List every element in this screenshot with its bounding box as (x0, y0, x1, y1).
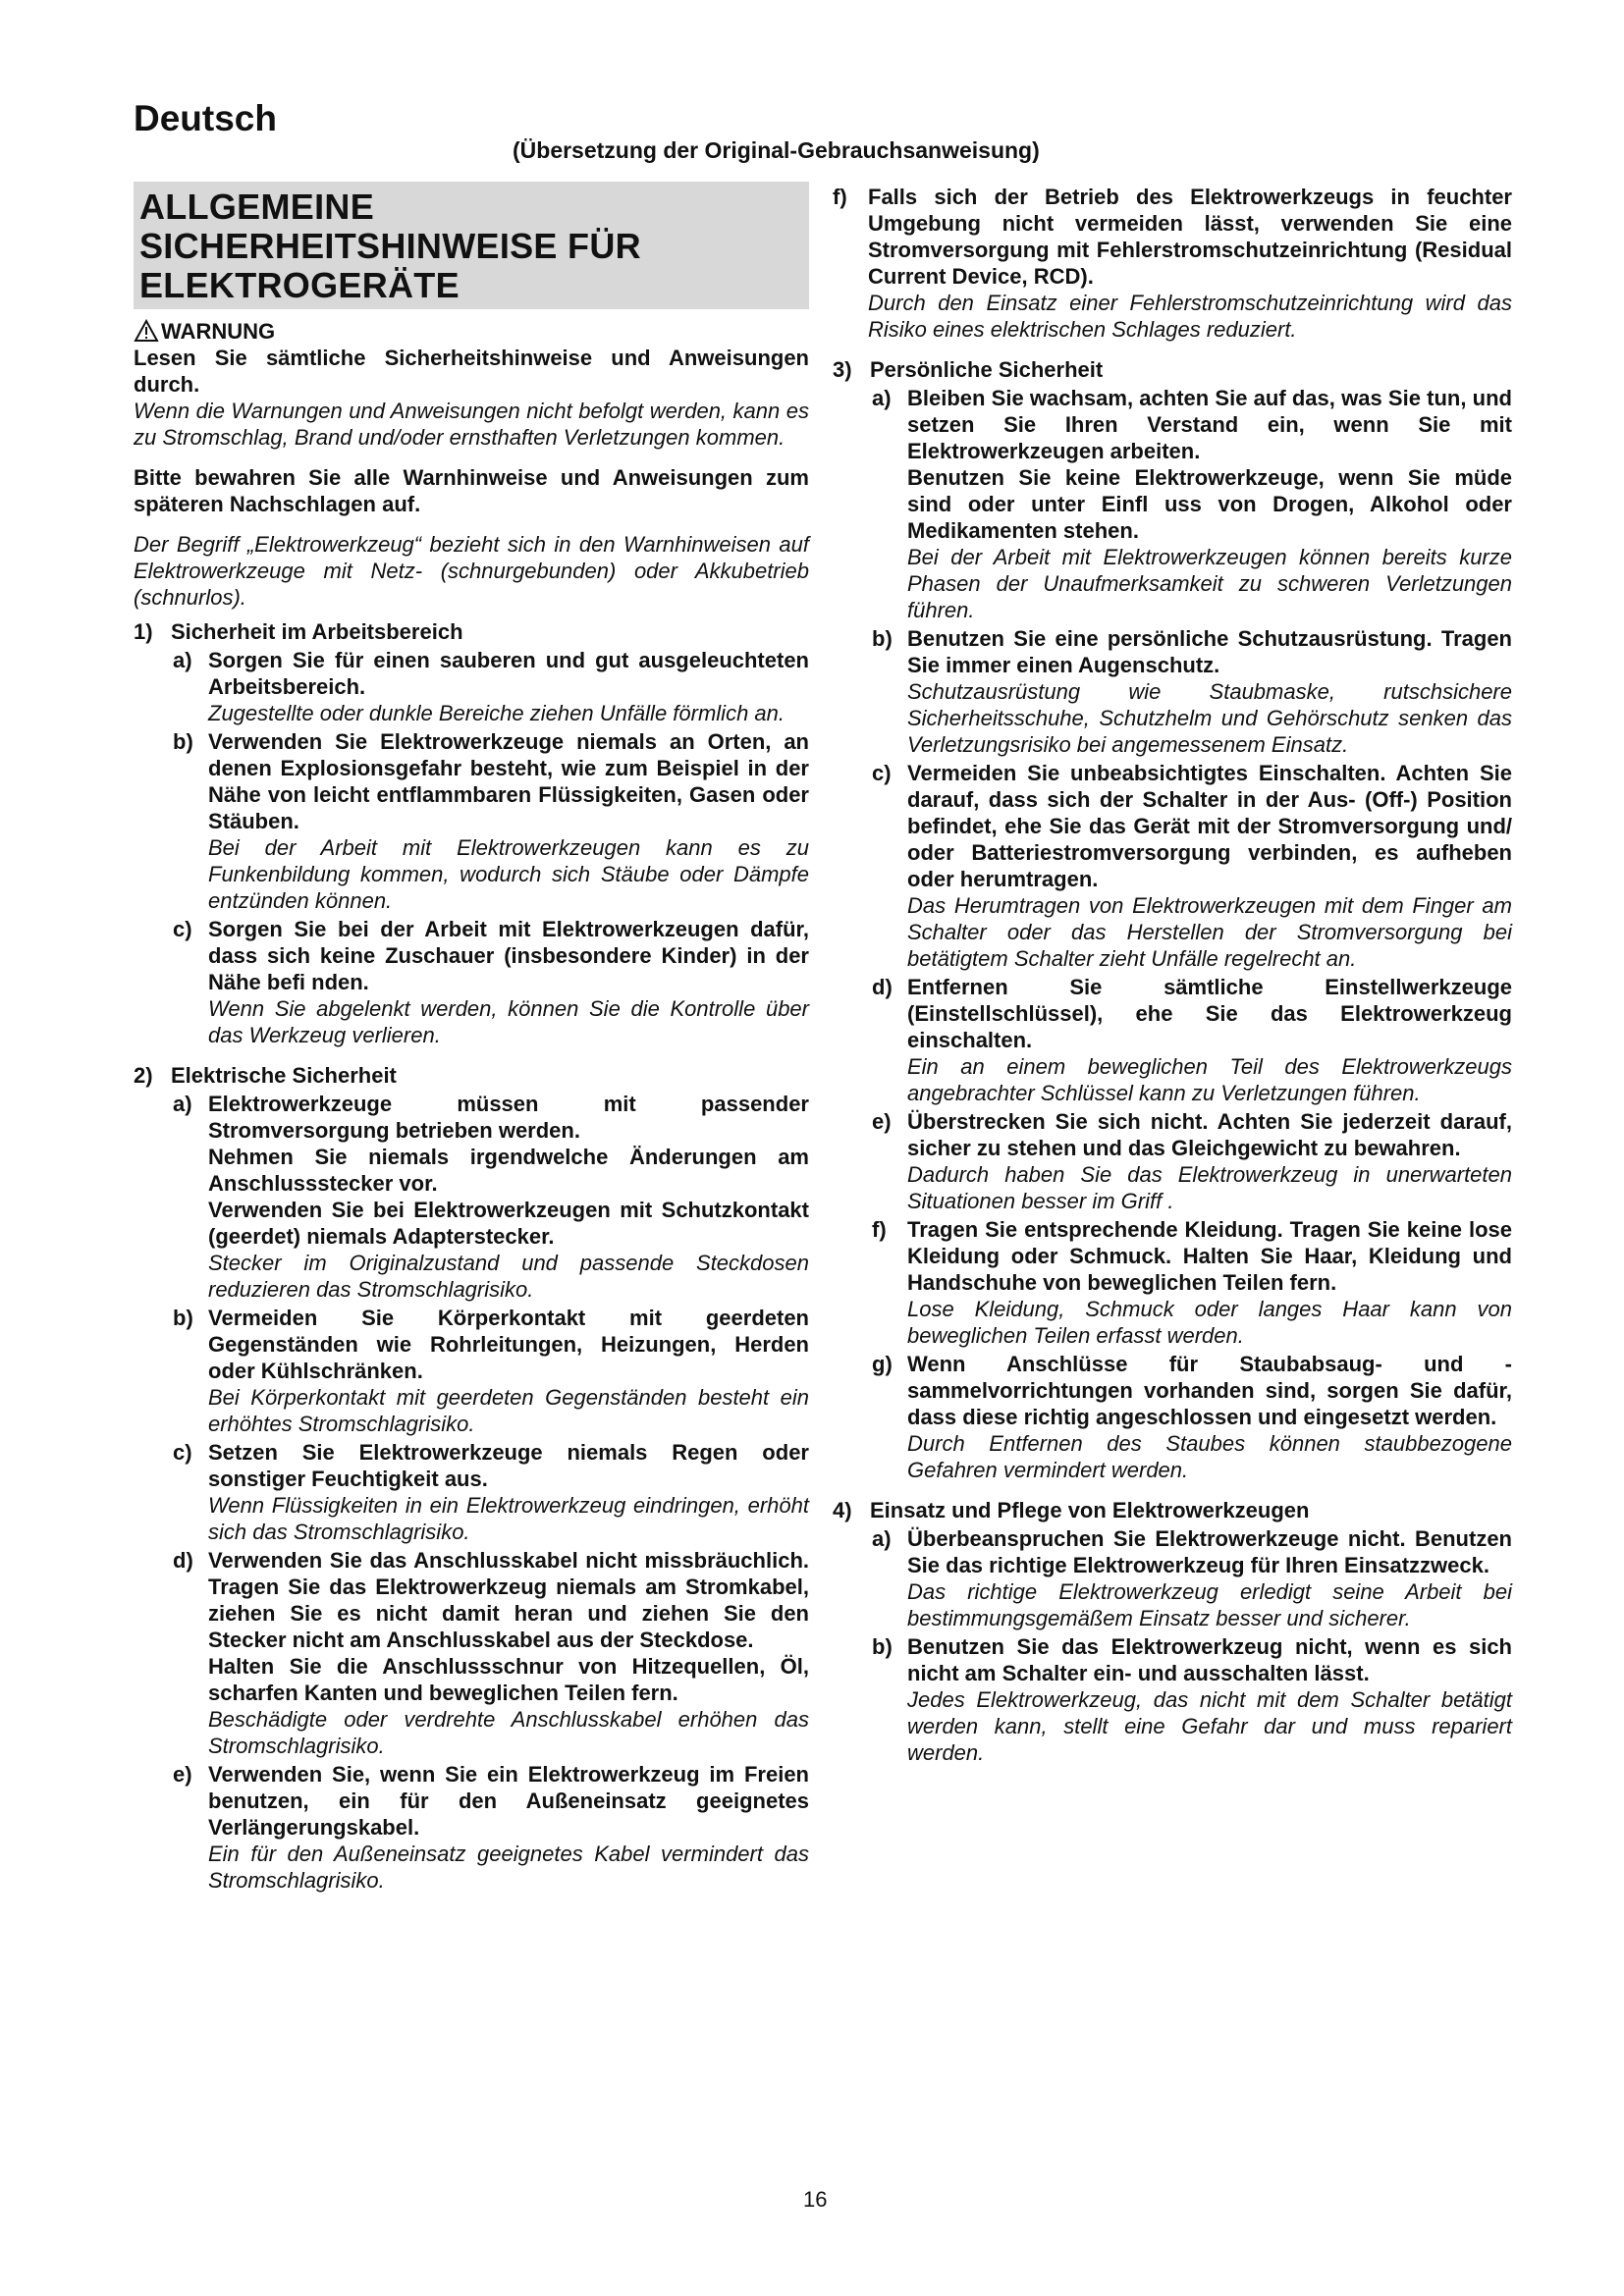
list-item: b) Benutzen Sie eine persönliche Schutzausrüstung. Tragen Sie immer einen Augenschutz. Schutzausrüstung wie Staubmaske, rutschsichere Sicherheitsschuhe, Schutzhelm und Gehörschutz senken das Verletzungsrisiko bei angemessenem Einsatz. (872, 626, 1512, 757)
list-item: a) Überbeanspruchen Sie Elektrowerkzeuge nicht. Benutzen Sie das richtige Elektrowerkzeug für Ihren Einsatzzweck. Das richtige Elektrowerkzeug erledigt seine Arbeit bei bestimmungsgemäßem Einsatz besser und sicherer. (872, 1526, 1512, 1630)
section-number: 4) (833, 1498, 852, 1522)
warning-consequence: Wenn die Warnungen und Anweisungen nicht befolgt werden, kann es zu Stromschlag, Brand und/oder ernsthaften Verletzungen kommen. (134, 399, 809, 450)
right-column (833, 182, 1512, 1766)
section-number: 1) (134, 619, 153, 644)
left-column (134, 182, 809, 1894)
list-item: e) Überstrecken Sie sich nicht. Achten Sie jederzeit darauf, sicher zu stehen und das Gleichgewicht zu bewahren. Dadurch haben Sie das Elektrowerkzeug in unerwarteten Situationen besser im Griff . (872, 1109, 1512, 1213)
title-line: ALLGEMEINE (139, 187, 375, 227)
warning-read-all: Lesen Sie sämtliche Sicherheitshinweise und Anweisungen durch. (134, 346, 809, 397)
list-item: c) Sorgen Sie bei der Arbeit mit Elektrowerkzeugen dafür, dass sich keine Zuschauer (insbesondere Kinder) in der Nähe befi nden. Wenn Sie abgelenkt werden, können Sie die Kontrolle über das Werkzeug verlieren. (173, 917, 809, 1047)
warning-text: WARNUNG (161, 319, 276, 344)
section-title: Einsatz und Pflege von Elektrowerkzeugen (870, 1498, 1310, 1522)
section-title: Elektrische Sicherheit (171, 1063, 397, 1088)
section-title: Sicherheit im Arbeitsbereich (171, 619, 463, 644)
translation-subtitle: (Übersetzung der Original-Gebrauchsanweisung) (513, 137, 1040, 163)
list-item: e) Verwenden Sie, wenn Sie ein Elektrowerkzeug im Freien benutzen, ein für den Außeneinsatz geeignetes Verlängerungskabel. Ein für den Außeneinsatz geeignetes Kabel vermindert das Stromschlagrisiko. (173, 1762, 809, 1893)
section-heading (134, 1062, 809, 1089)
section-number: 3) (833, 357, 852, 382)
title-box (134, 182, 809, 309)
section-heading (833, 356, 1512, 383)
list-item: a) Elektrowerkzeuge müssen mit passender Stromversorgung betrieben werden. Nehmen Sie niemals irgendwelche Änderungen am Anschlussstecker vor. Verwenden Sie bei Elektrowerkzeugen mit Schutzkontakt (geerdet) niemals Adapterstecker. Stecker im Originalzustand und passende Steckdosen reduzieren das Stromschlagrisiko. (173, 1092, 809, 1302)
list-item: d) Entfernen Sie sämtliche Einstellwerkzeuge (Einstellschlüssel), ehe Sie das Elektrowerkzeug einschalten. Ein an einem beweglichen Teil des Elektrowerkzeugs angebrachter Schlüssel kann zu Verletzungen führen. (872, 975, 1512, 1105)
warning-term: Der Begriff „Elektrowerkzeug“ bezieht sich in den Warnhinweisen auf Elektrowerkzeuge mit Netz- (schnurgebunden) oder Akkubetrieb (schnurlos). (134, 532, 809, 610)
warning-triangle-icon (134, 319, 161, 344)
list-item: b) Verwenden Sie Elektrowerkzeuge niemals an Orten, an denen Explosionsgefahr besteht, wie zum Beispiel in der Nähe von leicht entflammbaren Flüssigkeiten, Gasen oder Stäuben. Bei der Arbeit mit Elektrowerkzeugen kann es zu Funkenbildung kommen, wodurch sich Stäube oder Dämpfe entzünden können. (173, 729, 809, 913)
section-heading (134, 618, 809, 645)
list-item: a) Bleiben Sie wachsam, achten Sie auf das, was Sie tun, und setzen Sie Ihren Verstand ein, wenn Sie mit Elektrowerkzeugen arbeiten. Benutzen Sie keine Elektrowerkzeuge, wenn Sie müde sind oder unter Einfl uss von Drogen, Alkohol oder Medikamenten stehen. Bei der Arbeit mit Elektrowerkzeugen können bereits kurze Phasen der Unaufmerksamkeit zu schweren Verletzungen führen. (872, 386, 1512, 622)
list-item: a) Sorgen Sie für einen sauberen und gut ausgeleuchteten Arbeitsbereich. Zugestellte oder dunkle Bereiche ziehen Unfälle förmlich an. (173, 648, 809, 725)
list-item: d) Verwenden Sie das Anschlusskabel nicht missbräuchlich. Tragen Sie das Elektrowerkzeug niemals am Stromkabel, ziehen Sie es nicht damit heran und ziehen Sie den Stecker nicht am Anschlusskabel aus der Steckdose. Halten Sie die Anschlussschnur von Hitzequellen, Öl, scharfen Kanten und beweglichen Teilen fern. Beschädigte oder verdrehte Anschlusskabel erhöhen das Stromschlagrisiko. (173, 1548, 809, 1758)
title-line: SICHERHEITSHINWEISE FÜR (139, 226, 641, 266)
title-line: ELEKTROGERÄTE (139, 265, 460, 305)
list-item: f) Tragen Sie entsprechende Kleidung. Tragen Sie keine lose Kleidung oder Schmuck. Halten Sie Haar, Kleidung und Handschuhe von beweglichen Teilen fern. Lose Kleidung, Schmuck oder langes Haar kann von beweglichen Teilen erfasst werden. (872, 1217, 1512, 1348)
warning-label (134, 319, 809, 345)
page-number: 16 (803, 2187, 828, 2212)
list-item: b) Vermeiden Sie Körperkontakt mit geerdeten Gegenständen wie Rohrleitungen, Heizungen, Herden oder Kühlschränken. Bei Körperkontakt mit geerdeten Gegenständen besteht ein erhöhtes Stromschlagrisiko. (173, 1306, 809, 1436)
list-item: b) Benutzen Sie das Elektrowerkzeug nicht, wenn es sich nicht am Schalter ein- und ausschalten lässt. Jedes Elektrowerkzeug, das nicht mit dem Schalter betätigt werden kann, stellt eine Gefahr dar und muss repariert werden. (872, 1634, 1512, 1765)
list-item: c) Setzen Sie Elektrowerkzeuge niemals Regen oder sonstiger Feuchtigkeit aus. Wenn Flüssigkeiten in ein Elektrowerkzeug eindringen, erhöht sich das Stromschlagrisiko. (173, 1440, 809, 1544)
section-title: Persönliche Sicherheit (870, 357, 1104, 382)
language-heading: Deutsch (134, 98, 277, 138)
list-item: g) Wenn Anschlüsse für Staubabsaug- und -sammelvorrichtungen vorhanden sind, sorgen Sie dafür, dass diese richtig angeschlossen und eingesetzt werden. Durch Entfernen des Staubes können staubbezogene Gefahren vermindert werden. (872, 1352, 1512, 1482)
list-item: c) Vermeiden Sie unbeabsichtigtes Einschalten. Achten Sie darauf, dass sich der Schalter in der Aus- (Off-) Position befindet, ehe Sie das Gerät mit der Stromversorgung und/ oder Batteriestromversorgung verbinden, es aufheben oder herumtragen. Das Herumtragen von Elektrowerkzeugen mit dem Finger am Schalter oder das Herstellen der Stromversorgung bei betätigtem Schalter zieht Unfälle regelrecht an. (872, 761, 1512, 971)
section-heading (833, 1497, 1512, 1523)
list-item: f) Falls sich der Betrieb des Elektrowerkzeugs in feuchter Umgebung nicht vermeiden lässt, verwenden Sie eine Stromversorgung mit Fehlerstromschutzeinrichtung (Residual Current Device, RCD). Durch den Einsatz einer Fehlerstromschutzeinrichtung wird das Risiko eines elektrischen Schlages reduziert. (833, 185, 1512, 342)
warning-keep: Bitte bewahren Sie alle Warnhinweise und Anweisungen zum späteren Nachschlagen auf. (134, 465, 809, 516)
section-number: 2) (134, 1063, 153, 1088)
